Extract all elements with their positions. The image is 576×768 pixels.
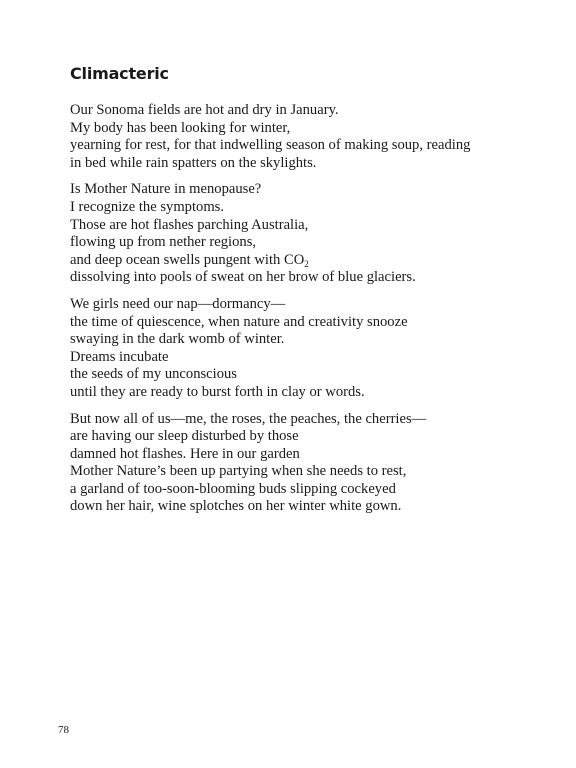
poem-line: the time of quiescence, when nature and creativity snooze — [70, 313, 408, 330]
poem-line: the seeds of my unconscious — [70, 366, 237, 383]
subscript-2: 2 — [304, 258, 309, 269]
poem-line: dissolving into pools of sweat on her brow of blue glaciers. — [70, 269, 416, 286]
poem-line: Is Mother Nature in menopause? — [70, 181, 262, 198]
poem-line: down her hair, wine splotches on her winter white gown. — [70, 498, 402, 515]
poem-line: My body has been looking for winter, — [70, 119, 291, 136]
poem-line-text: and deep ocean swells pungent with CO — [70, 251, 305, 268]
poem-line: But now all of us—me, the roses, the peaches, the cherries— — [70, 410, 427, 427]
poem-line: in bed while rain spatters on the skylights. — [70, 154, 317, 171]
poem-line: yearning for rest, for that indwelling season of making soup, reading — [70, 137, 471, 154]
poem-line: until they are ready to burst forth in clay or words. — [70, 383, 365, 400]
poem-line: I recognize the symptoms. — [70, 198, 225, 215]
poem-line-co2 — [70, 252, 540, 270]
stanza-4 — [70, 411, 540, 517]
poem-line: flowing up from nether regions, — [70, 234, 257, 251]
stanza-3 — [70, 296, 540, 402]
poem-line: Our Sonoma fields are hot and dry in January. — [70, 102, 339, 118]
poem-line: swaying in the dark womb of winter. — [70, 331, 285, 348]
stanza-2 — [70, 181, 540, 287]
poem-line: a garland of too-soon-blooming buds slipping cockeyed — [70, 480, 396, 497]
poem-line: are having our sleep disturbed by those — [70, 428, 299, 445]
poem-line: Those are hot flashes parching Australia, — [70, 216, 309, 233]
stanza-1 — [70, 102, 540, 172]
poem-line: Mother Nature’s been up partying when she needs to rest, — [70, 463, 407, 480]
page-number: 78 — [58, 724, 69, 736]
poem-line: We girls need our nap—dormancy— — [70, 295, 286, 312]
poem-line: damned hot flashes. Here in our garden — [70, 445, 300, 462]
poem-title: Climacteric — [70, 64, 169, 83]
poem-line: Dreams incubate — [70, 348, 169, 365]
poem-body — [70, 102, 540, 525]
